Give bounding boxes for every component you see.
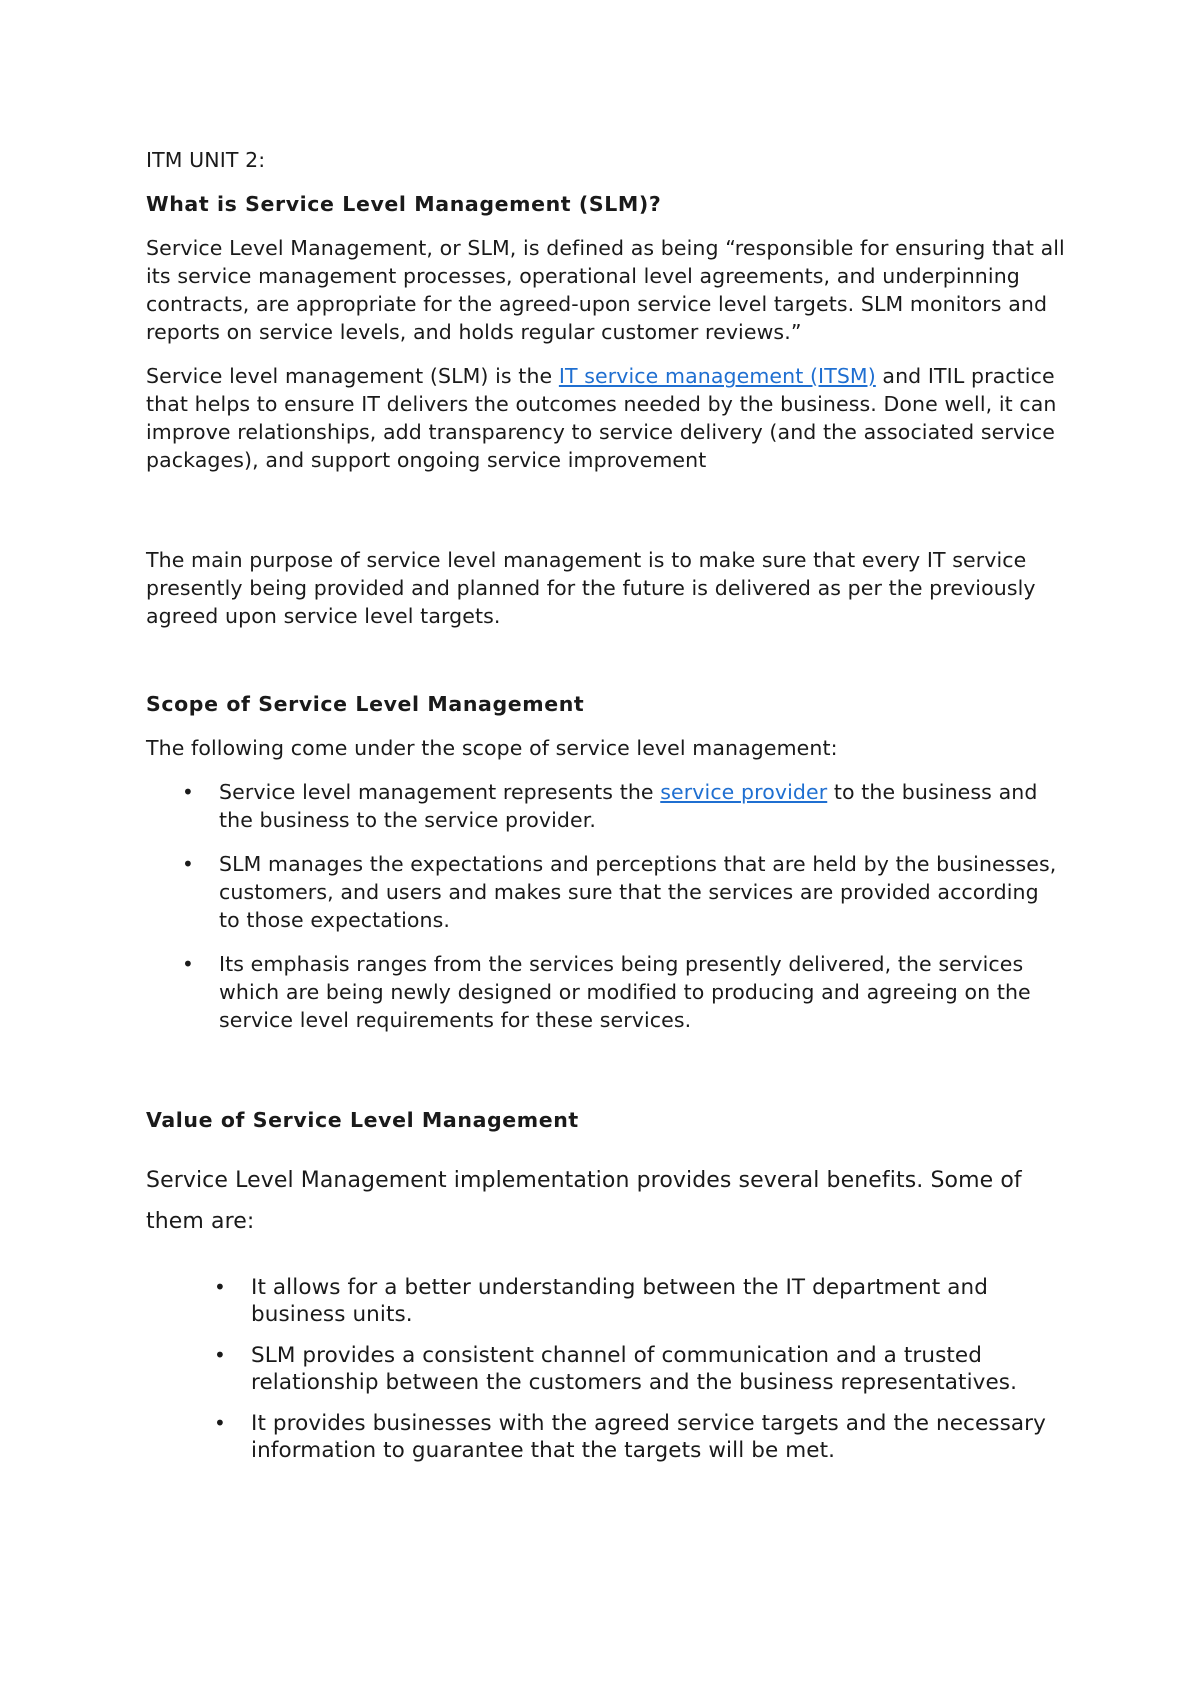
paragraph-scope-intro: The following come under the scope of service level management: (146, 736, 838, 760)
document-page (146, 146, 1066, 1478)
paragraph-value-intro: Service Level Management implementation provides several benefits. Some of them are: (146, 1168, 1022, 1234)
paragraph-main-purpose: The main purpose of service level management is to make sure that every IT service presently being provided and planned for the future is delivered as per the previously agreed upon service level targets. (146, 548, 1036, 628)
text-span: to the business and the business to the service provider. (219, 780, 1038, 832)
value-list (146, 1274, 1066, 1464)
text-span: Service level management represents the (219, 780, 661, 804)
text-span: and ITIL practice that helps to ensure IT delivers the outcomes needed by the business. Done well, it can improve relationships, add transparency to service delivery (and the associated service packages), and support ongoing service improvement (146, 364, 1057, 472)
scope-list (146, 778, 1066, 1034)
heading-value: Value of Service Level Management (146, 1108, 579, 1132)
text-span: Service level management (SLM) is the (146, 364, 559, 388)
spacer (146, 646, 1066, 690)
paragraph-slm-practice (146, 362, 1066, 474)
heading-scope: Scope of Service Level Management (146, 692, 585, 716)
spacer (146, 1050, 1066, 1106)
paragraph-slm-definition: Service Level Management, or SLM, is defined as being “responsible for ensuring that all its service management processes, operational level agreements, and underpinning contracts, are appropriate for the agreed-upon service level targets. SLM monitors and reports on service levels, and holds regular customer reviews.” (146, 236, 1065, 344)
list-item: • It allows for a better understanding between the IT department and business units. (146, 1274, 1066, 1328)
heading-what-is-slm: What is Service Level Management (SLM)? (146, 192, 662, 216)
list-item: • It provides businesses with the agreed service targets and the necessary information to guarantee that the targets will be met. (146, 1410, 1066, 1464)
service-provider-link[interactable]: service provider (660, 780, 828, 804)
list-item: • Its emphasis ranges from the services being presently delivered, the services which are being newly designed or modified to producing and agreeing on the service level requirements for these services. (146, 950, 1066, 1034)
itsm-link[interactable]: IT service management (ITSM) (558, 364, 876, 388)
doc-title: ITM UNIT 2: (146, 148, 266, 172)
list-item (146, 778, 1066, 834)
spacer (146, 490, 1066, 546)
list-item: • SLM manages the expectations and perceptions that are held by the businesses, customers, and users and makes sure that the services are provided according to those expectations. (146, 850, 1066, 934)
list-item: • SLM provides a consistent channel of communication and a trusted relationship between the customers and the business representatives. (146, 1342, 1066, 1396)
